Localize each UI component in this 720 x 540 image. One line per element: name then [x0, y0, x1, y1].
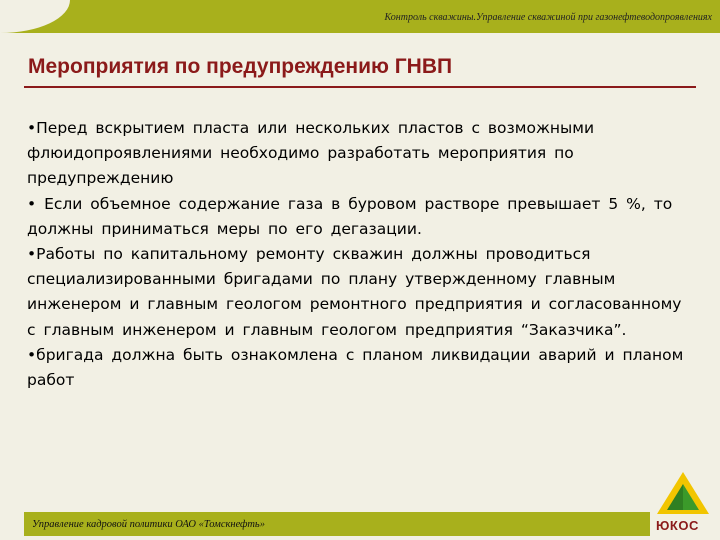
yukos-triangle-logo-icon: [649, 470, 713, 518]
header-bar-curve: [0, 0, 70, 33]
bullet-item: • Если объемное содержание газа в буровом растворе превышает 5 %, то должны приниматься меры по его дегазации.: [27, 194, 673, 238]
bullet-item: •бригада должна быть ознакомлена с планом ликвидации аварий и планом работ: [27, 345, 684, 390]
bullet-item: •Работы по капитальному ремонту скважин должны проводиться специализированными бригадами по плану утвержденному главным инженером и главным геологом ремонтного предприятия и согласованному с главным инженером и главным геологом предприятия “Заказчика”.: [27, 245, 682, 339]
bullet-item: •Перед вскрытием пласта или нескольких пластов с возможными флюидопроявлениями необходимо разработать мероприятия по предупреждению: [27, 119, 595, 188]
running-title: Контроль скважины.Управление скважиной при газонефтеводопроявлениях: [384, 12, 712, 23]
logo-text: ЮКОС: [656, 518, 699, 533]
slide-body: [27, 116, 687, 393]
slide-title: Мероприятия по предупреждению ГНВП: [28, 55, 453, 78]
title-underline: [24, 86, 696, 88]
footer-department: Управление кадровой политики ОАО «Томскнефть»: [32, 519, 265, 530]
